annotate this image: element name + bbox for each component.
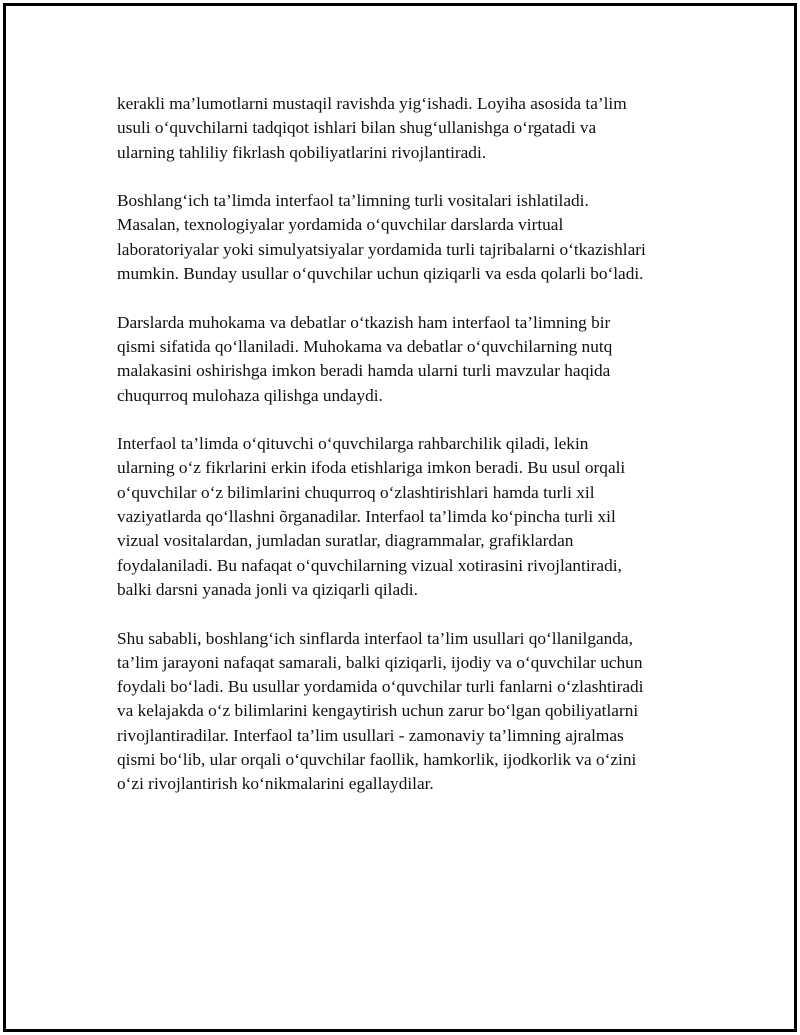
text-line: malakasini oshirishga imkon beradi hamda ularni turli mavzular haqida	[117, 361, 611, 381]
text-line: vaziyatlarda qo‘llashni õrganadilar. Interfaol ta’limda ko‘pincha turli xil	[117, 507, 616, 527]
paragraph	[117, 432, 717, 602]
document-body	[117, 92, 717, 821]
text-line: Boshlang‘ich ta’limda interfaol ta’limning turli vositalari ishlatiladi.	[117, 191, 589, 211]
text-line: qismi sifatida qo‘llaniladi. Muhokama va debatlar o‘quvchilarning nutq	[117, 336, 613, 356]
text-line: foydali bo‘ladi. Bu usullar yordamida o‘quvchilar turli fanlarni o‘zlashtiradi	[117, 677, 644, 697]
text-line: ta’lim jarayoni nafaqat samarali, balki qiziqarli, ijodiy va o‘quvchilar uchun	[117, 652, 643, 672]
text-line: foydalaniladi. Bu nafaqat o‘quvchilarning vizual xotirasini rivojlantiradi,	[117, 555, 622, 575]
paragraph	[117, 189, 717, 286]
text-line: vizual vositalardan, jumladan suratlar, diagrammalar, grafiklardan	[117, 531, 574, 551]
text-line: o‘zi rivojlantirish ko‘nikmalarini egallaydilar.	[117, 774, 434, 794]
text-line: ularning o‘z fikrlarini erkin ifoda etishlariga imkon beradi. Bu usul orqali	[117, 458, 626, 478]
text-line: va kelajakda o‘z bilimlarini kengaytirish uchun zarur bo‘lgan qobiliyatlarni	[117, 701, 639, 721]
text-line: balki darsni yanada jonli va qiziqarli qiladi.	[117, 579, 418, 599]
text-line: chuqurroq mulohaza qilishga undaydi.	[117, 385, 383, 405]
text-line: Interfaol ta’limda o‘qituvchi o‘quvchilarga rahbarchilik qiladi, lekin	[117, 434, 589, 454]
text-line: usuli o‘quvchilarni tadqiqot ishlari bilan shug‘ullanishga o‘rgatadi va	[117, 118, 597, 138]
text-line: Shu sababli, boshlang‘ich sinflarda interfaol ta’lim usullari qo‘llanilganda,	[117, 628, 633, 648]
text-line: rivojlantiradilar. Interfaol ta’lim usullari - zamonaviy ta’limning ajralmas	[117, 725, 624, 745]
paragraph	[117, 311, 717, 408]
paragraph	[117, 627, 717, 797]
text-line: qismi bo‘lib, ular orqali o‘quvchilar faollik, hamkorlik, ijodkorlik va o‘zini	[117, 750, 637, 770]
text-line: laboratoriyalar yoki simulyatsiyalar yordamida turli tajribalarni o‘tkazishlari	[117, 239, 646, 259]
text-line: Darslarda muhokama va debatlar o‘tkazish ham interfaol ta’limning bir	[117, 312, 611, 332]
text-line: o‘quvchilar o‘z bilimlarini chuqurroq o‘zlashtirishlari hamda turli xil	[117, 482, 595, 502]
text-line: mumkin. Bunday usullar o‘quvchilar uchun qiziqarli va esda qolarli bo‘ladi.	[117, 264, 644, 284]
text-line: ularning tahliliy fikrlash qobiliyatlarini rivojlantiradi.	[117, 142, 487, 162]
paragraph	[117, 92, 717, 165]
text-line: kerakli ma’lumotlarni mustaqil ravishda yig‘ishadi. Loyiha asosida ta’lim	[117, 94, 627, 113]
text-line: Masalan, texnologiyalar yordamida o‘quvchilar darslarda virtual	[117, 215, 564, 235]
